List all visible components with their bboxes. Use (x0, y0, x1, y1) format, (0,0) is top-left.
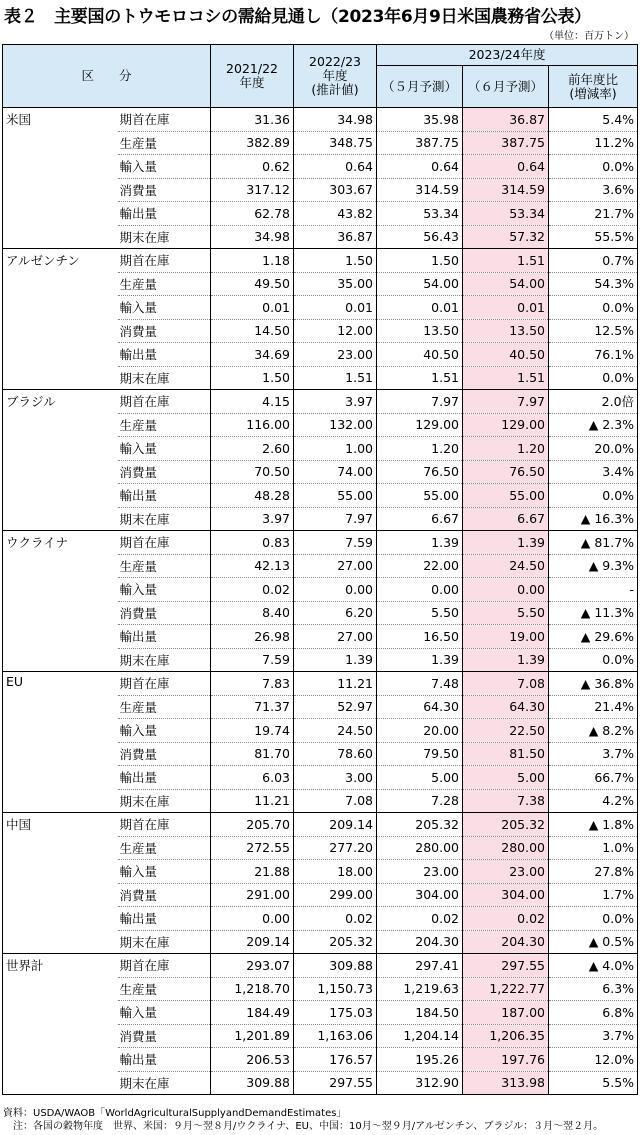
value-cell: 13.50 (377, 319, 463, 343)
value-cell: 205.32 (294, 930, 377, 954)
value-cell: 2.60 (211, 437, 294, 461)
value-cell: 1,206.35 (463, 1024, 549, 1048)
value-cell: 20.00 (377, 719, 463, 743)
source-note: 資料：USDA/WAOB「WorldAgriculturalSupplyandDemandEstimates」 (3, 1108, 347, 1119)
item-label: 期首在庫 (118, 249, 211, 273)
value-cell: 18.00 (294, 860, 377, 884)
item-label: 生産量 (118, 554, 211, 578)
value-cell: 21.7% (549, 202, 638, 226)
value-cell: - (549, 578, 638, 602)
value-cell: 23.00 (377, 860, 463, 884)
value-cell: 55.00 (377, 484, 463, 508)
value-cell: 49.50 (211, 272, 294, 296)
value-cell: 205.32 (377, 813, 463, 837)
group-2 (3, 390, 638, 531)
value-cell: 0.0% (549, 296, 638, 320)
value-cell: 12.0% (549, 1048, 638, 1072)
group-3 (3, 531, 638, 672)
value-cell: 70.50 (211, 460, 294, 484)
value-cell: 6.3% (549, 977, 638, 1001)
value-cell: 4.15 (211, 390, 294, 414)
value-cell: 81.50 (463, 742, 549, 766)
value-cell: 5.5% (549, 1071, 638, 1095)
value-cell: 7.08 (463, 672, 549, 696)
value-cell: 7.97 (377, 390, 463, 414)
value-cell: 3.97 (294, 390, 377, 414)
value-cell: 52.97 (294, 695, 377, 719)
value-cell: 1.39 (463, 648, 549, 672)
value-cell: 303.67 (294, 178, 377, 202)
value-cell: 1.39 (294, 648, 377, 672)
value-cell: 197.76 (463, 1048, 549, 1072)
item-label: 輸入量 (118, 578, 211, 602)
item-label: 輸出量 (118, 484, 211, 508)
item-label: 生産量 (118, 272, 211, 296)
value-cell: 3.7% (549, 1024, 638, 1048)
value-cell: ▲ 11.3% (549, 601, 638, 625)
value-cell: 176.57 (294, 1048, 377, 1072)
table-title: 表２ 主要国のトウモロコシの需給見通し（2023年6月9日米国農務省公表） (4, 7, 591, 27)
value-cell: 7.08 (294, 789, 377, 813)
value-cell: 0.01 (294, 296, 377, 320)
group-1 (3, 249, 638, 390)
value-cell: 71.37 (211, 695, 294, 719)
value-cell: 3.4% (549, 460, 638, 484)
value-cell: 76.50 (377, 460, 463, 484)
country-label: 米国 (3, 108, 118, 249)
item-label: 輸入量 (118, 860, 211, 884)
value-cell: 34.98 (294, 108, 377, 132)
value-cell: 76.50 (463, 460, 549, 484)
table-row (3, 672, 638, 696)
header-2023-24: 2023/24年度 (377, 45, 638, 66)
value-cell: 11.21 (294, 672, 377, 696)
value-cell: 6.03 (211, 766, 294, 790)
value-cell: 309.88 (294, 954, 377, 978)
value-cell: 0.02 (463, 907, 549, 931)
value-cell: 76.1% (549, 343, 638, 367)
value-cell: 1.51 (463, 366, 549, 390)
item-label: 輸出量 (118, 202, 211, 226)
value-cell: 0.0% (549, 155, 638, 179)
value-cell: 175.03 (294, 1001, 377, 1025)
value-cell: 1,219.63 (377, 977, 463, 1001)
value-cell: 2.0倍 (549, 390, 638, 414)
footnotes (3, 1107, 639, 1133)
value-cell: 382.89 (211, 131, 294, 155)
value-cell: 19.00 (463, 625, 549, 649)
value-cell: 0.02 (211, 578, 294, 602)
value-cell: 297.55 (294, 1071, 377, 1095)
value-cell: 1.20 (463, 437, 549, 461)
value-cell: 205.70 (211, 813, 294, 837)
value-cell: 1.20 (377, 437, 463, 461)
value-cell: 3.6% (549, 178, 638, 202)
value-cell: 21.4% (549, 695, 638, 719)
value-cell: 55.00 (294, 484, 377, 508)
value-cell: 55.5% (549, 225, 638, 249)
value-cell: ▲ 0.5% (549, 930, 638, 954)
value-cell: 297.41 (377, 954, 463, 978)
value-cell: 204.30 (463, 930, 549, 954)
value-cell: ▲ 2.3% (549, 413, 638, 437)
item-label: 輸入量 (118, 1001, 211, 1025)
value-cell: 5.4% (549, 108, 638, 132)
value-cell: 0.0% (549, 484, 638, 508)
country-label: ウクライナ (3, 531, 118, 672)
value-cell: 291.00 (211, 883, 294, 907)
value-cell: 42.13 (211, 554, 294, 578)
item-label: 期末在庫 (118, 507, 211, 531)
country-label: EU (3, 672, 118, 813)
item-label: 輸入量 (118, 155, 211, 179)
value-cell: 1.50 (377, 249, 463, 273)
value-cell: 5.00 (463, 766, 549, 790)
value-cell: 280.00 (463, 836, 549, 860)
table-row (3, 531, 638, 555)
value-cell: 204.30 (377, 930, 463, 954)
value-cell: ▲ 9.3% (549, 554, 638, 578)
value-cell: 0.00 (211, 907, 294, 931)
value-cell: 309.88 (211, 1071, 294, 1095)
value-cell: 1.0% (549, 836, 638, 860)
value-cell: 62.78 (211, 202, 294, 226)
value-cell: 387.75 (377, 131, 463, 155)
header-2022-23: 2022/23 年度 (推計値) (294, 45, 377, 108)
value-cell: 20.0% (549, 437, 638, 461)
item-label: 生産量 (118, 977, 211, 1001)
group-5 (3, 813, 638, 954)
value-cell: 22.50 (463, 719, 549, 743)
value-cell: 24.50 (463, 554, 549, 578)
item-label: 期首在庫 (118, 672, 211, 696)
value-cell: 23.00 (294, 343, 377, 367)
supply-demand-table (2, 44, 638, 1095)
value-cell: 3.97 (211, 507, 294, 531)
value-cell: 272.55 (211, 836, 294, 860)
value-cell: 0.0% (549, 907, 638, 931)
value-cell: 27.00 (294, 554, 377, 578)
value-cell: 40.50 (377, 343, 463, 367)
item-label: 期末在庫 (118, 1071, 211, 1095)
value-cell: 36.87 (463, 108, 549, 132)
value-cell: 0.00 (463, 578, 549, 602)
value-cell: 187.00 (463, 1001, 549, 1025)
value-cell: 53.34 (463, 202, 549, 226)
value-cell: 35.98 (377, 108, 463, 132)
value-cell: 23.00 (463, 860, 549, 884)
value-cell: 5.50 (377, 601, 463, 625)
value-cell: 54.00 (377, 272, 463, 296)
item-label: 期末在庫 (118, 930, 211, 954)
item-label: 輸出量 (118, 343, 211, 367)
item-label: 消費量 (118, 883, 211, 907)
unit-label: （単位：百万トン） (544, 31, 634, 42)
table-row (3, 108, 638, 132)
value-cell: 7.97 (463, 390, 549, 414)
value-cell: ▲ 16.3% (549, 507, 638, 531)
value-cell: 1.51 (463, 249, 549, 273)
value-cell: 54.00 (463, 272, 549, 296)
table-row (3, 249, 638, 273)
value-cell: ▲ 4.0% (549, 954, 638, 978)
item-label: 期末在庫 (118, 789, 211, 813)
value-cell: 7.38 (463, 789, 549, 813)
table-row (3, 954, 638, 978)
value-cell: ▲ 36.8% (549, 672, 638, 696)
value-cell: 1.50 (211, 366, 294, 390)
value-cell: 1.39 (377, 531, 463, 555)
item-label: 生産量 (118, 695, 211, 719)
value-cell: 0.00 (294, 578, 377, 602)
value-cell: 0.83 (211, 531, 294, 555)
value-cell: 74.00 (294, 460, 377, 484)
value-cell: 0.00 (377, 578, 463, 602)
value-cell: 317.12 (211, 178, 294, 202)
header-2021-22: 2021/22 年度 (211, 45, 294, 108)
item-label: 生産量 (118, 836, 211, 860)
value-cell: 34.69 (211, 343, 294, 367)
value-cell: 0.64 (463, 155, 549, 179)
value-cell: 35.00 (294, 272, 377, 296)
value-cell: 0.01 (377, 296, 463, 320)
item-label: 期首在庫 (118, 390, 211, 414)
value-cell: 184.49 (211, 1001, 294, 1025)
value-cell: 132.00 (294, 413, 377, 437)
value-cell: 304.00 (377, 883, 463, 907)
value-cell: 54.3% (549, 272, 638, 296)
value-cell: 0.01 (463, 296, 549, 320)
value-cell: 195.26 (377, 1048, 463, 1072)
value-cell: 293.07 (211, 954, 294, 978)
value-cell: 209.14 (211, 930, 294, 954)
item-label: 消費量 (118, 601, 211, 625)
value-cell: 314.59 (463, 178, 549, 202)
value-cell: 1,150.73 (294, 977, 377, 1001)
value-cell: 314.59 (377, 178, 463, 202)
value-cell: 0.64 (294, 155, 377, 179)
value-cell: 64.30 (463, 695, 549, 719)
value-cell: 312.90 (377, 1071, 463, 1095)
value-cell: 1.39 (463, 531, 549, 555)
value-cell: 7.28 (377, 789, 463, 813)
value-cell: 1.00 (294, 437, 377, 461)
value-cell: 348.75 (294, 131, 377, 155)
value-cell: 34.98 (211, 225, 294, 249)
item-label: 期首在庫 (118, 108, 211, 132)
value-cell: ▲ 8.2% (549, 719, 638, 743)
value-cell: 206.53 (211, 1048, 294, 1072)
group-4 (3, 672, 638, 813)
value-cell: 1.51 (377, 366, 463, 390)
value-cell: 12.5% (549, 319, 638, 343)
table-row (3, 390, 638, 414)
country-label: 中国 (3, 813, 118, 954)
value-cell: 6.8% (549, 1001, 638, 1025)
value-cell: 1.39 (377, 648, 463, 672)
value-cell: 5.00 (377, 766, 463, 790)
value-cell: 184.50 (377, 1001, 463, 1025)
item-label: 期首在庫 (118, 954, 211, 978)
value-cell: 53.34 (377, 202, 463, 226)
value-cell: 299.00 (294, 883, 377, 907)
value-cell: 1,201.89 (211, 1024, 294, 1048)
value-cell: 4.2% (549, 789, 638, 813)
value-cell: 0.62 (211, 155, 294, 179)
item-label: 輸出量 (118, 625, 211, 649)
value-cell: 3.7% (549, 742, 638, 766)
value-cell: 64.30 (377, 695, 463, 719)
item-label: 消費量 (118, 319, 211, 343)
value-cell: 387.75 (463, 131, 549, 155)
value-cell: 6.67 (463, 507, 549, 531)
value-cell: 40.50 (463, 343, 549, 367)
value-cell: 277.20 (294, 836, 377, 860)
value-cell: 1.18 (211, 249, 294, 273)
value-cell: 129.00 (377, 413, 463, 437)
value-cell: 1.7% (549, 883, 638, 907)
value-cell: 7.48 (377, 672, 463, 696)
value-cell: 24.50 (294, 719, 377, 743)
value-cell: 1,222.77 (463, 977, 549, 1001)
item-label: 輸入量 (118, 719, 211, 743)
value-cell: 1.51 (294, 366, 377, 390)
value-cell: 66.7% (549, 766, 638, 790)
value-cell: 27.00 (294, 625, 377, 649)
header-june-forecast: （６月予測） (463, 66, 549, 108)
header-yoy-change: 前年度比 (増減率) (549, 66, 638, 108)
item-label: 輸入量 (118, 296, 211, 320)
item-label: 期首在庫 (118, 531, 211, 555)
value-cell: 57.32 (463, 225, 549, 249)
value-cell: 7.83 (211, 672, 294, 696)
item-label: 期末在庫 (118, 225, 211, 249)
group-0 (3, 108, 638, 249)
value-cell: 11.21 (211, 789, 294, 813)
value-cell: 297.55 (463, 954, 549, 978)
value-cell: 55.00 (463, 484, 549, 508)
value-cell: 43.82 (294, 202, 377, 226)
value-cell: 0.64 (377, 155, 463, 179)
table-row (3, 813, 638, 837)
value-cell: 209.14 (294, 813, 377, 837)
item-label: 生産量 (118, 131, 211, 155)
value-cell: 1,218.70 (211, 977, 294, 1001)
season-note: 注：各国の穀物年度 世界、米国：９月～翌８月/ウクライナ、EU、中国：10月～翌９月/アルゼンチン、ブラジル：３月～翌２月。 (3, 1121, 604, 1132)
item-label: 消費量 (118, 1024, 211, 1048)
value-cell: ▲ 29.6% (549, 625, 638, 649)
value-cell: 5.50 (463, 601, 549, 625)
value-cell: 0.01 (211, 296, 294, 320)
value-cell: 116.00 (211, 413, 294, 437)
value-cell: 6.20 (294, 601, 377, 625)
value-cell: 21.88 (211, 860, 294, 884)
value-cell: 31.36 (211, 108, 294, 132)
value-cell: ▲ 1.8% (549, 813, 638, 837)
value-cell: 0.02 (377, 907, 463, 931)
value-cell: 48.28 (211, 484, 294, 508)
value-cell: 1,163.06 (294, 1024, 377, 1048)
value-cell: 3.00 (294, 766, 377, 790)
value-cell: 6.67 (377, 507, 463, 531)
header-category: 区 分 (3, 45, 211, 108)
value-cell: 7.59 (294, 531, 377, 555)
value-cell: 78.60 (294, 742, 377, 766)
value-cell: 313.98 (463, 1071, 549, 1095)
value-cell: 13.50 (463, 319, 549, 343)
value-cell: ▲ 81.7% (549, 531, 638, 555)
country-label: アルゼンチン (3, 249, 118, 390)
country-label: 世界計 (3, 954, 118, 1095)
country-label: ブラジル (3, 390, 118, 531)
table-header (3, 45, 638, 108)
value-cell: 205.32 (463, 813, 549, 837)
value-cell: 7.97 (294, 507, 377, 531)
item-label: 消費量 (118, 178, 211, 202)
value-cell: 0.0% (549, 366, 638, 390)
value-cell: 36.87 (294, 225, 377, 249)
item-label: 消費量 (118, 742, 211, 766)
value-cell: 280.00 (377, 836, 463, 860)
value-cell: 16.50 (377, 625, 463, 649)
value-cell: 56.43 (377, 225, 463, 249)
value-cell: 81.70 (211, 742, 294, 766)
value-cell: 19.74 (211, 719, 294, 743)
value-cell: 304.00 (463, 883, 549, 907)
value-cell: 27.8% (549, 860, 638, 884)
item-label: 輸出量 (118, 766, 211, 790)
value-cell: 129.00 (463, 413, 549, 437)
value-cell: 12.00 (294, 319, 377, 343)
value-cell: 22.00 (377, 554, 463, 578)
item-label: 生産量 (118, 413, 211, 437)
item-label: 輸入量 (118, 437, 211, 461)
value-cell: 79.50 (377, 742, 463, 766)
value-cell: 7.59 (211, 648, 294, 672)
header-may-forecast: （５月予測） (377, 66, 463, 108)
item-label: 消費量 (118, 460, 211, 484)
value-cell: 14.50 (211, 319, 294, 343)
item-label: 期首在庫 (118, 813, 211, 837)
item-label: 輸出量 (118, 1048, 211, 1072)
item-label: 期末在庫 (118, 648, 211, 672)
item-label: 期末在庫 (118, 366, 211, 390)
value-cell: 0.02 (294, 907, 377, 931)
value-cell: 0.7% (549, 249, 638, 273)
item-label: 輸出量 (118, 907, 211, 931)
value-cell: 8.40 (211, 601, 294, 625)
value-cell: 1.50 (294, 249, 377, 273)
value-cell: 1,204.14 (377, 1024, 463, 1048)
value-cell: 0.0% (549, 648, 638, 672)
group-6 (3, 954, 638, 1095)
value-cell: 26.98 (211, 625, 294, 649)
value-cell: 11.2% (549, 131, 638, 155)
